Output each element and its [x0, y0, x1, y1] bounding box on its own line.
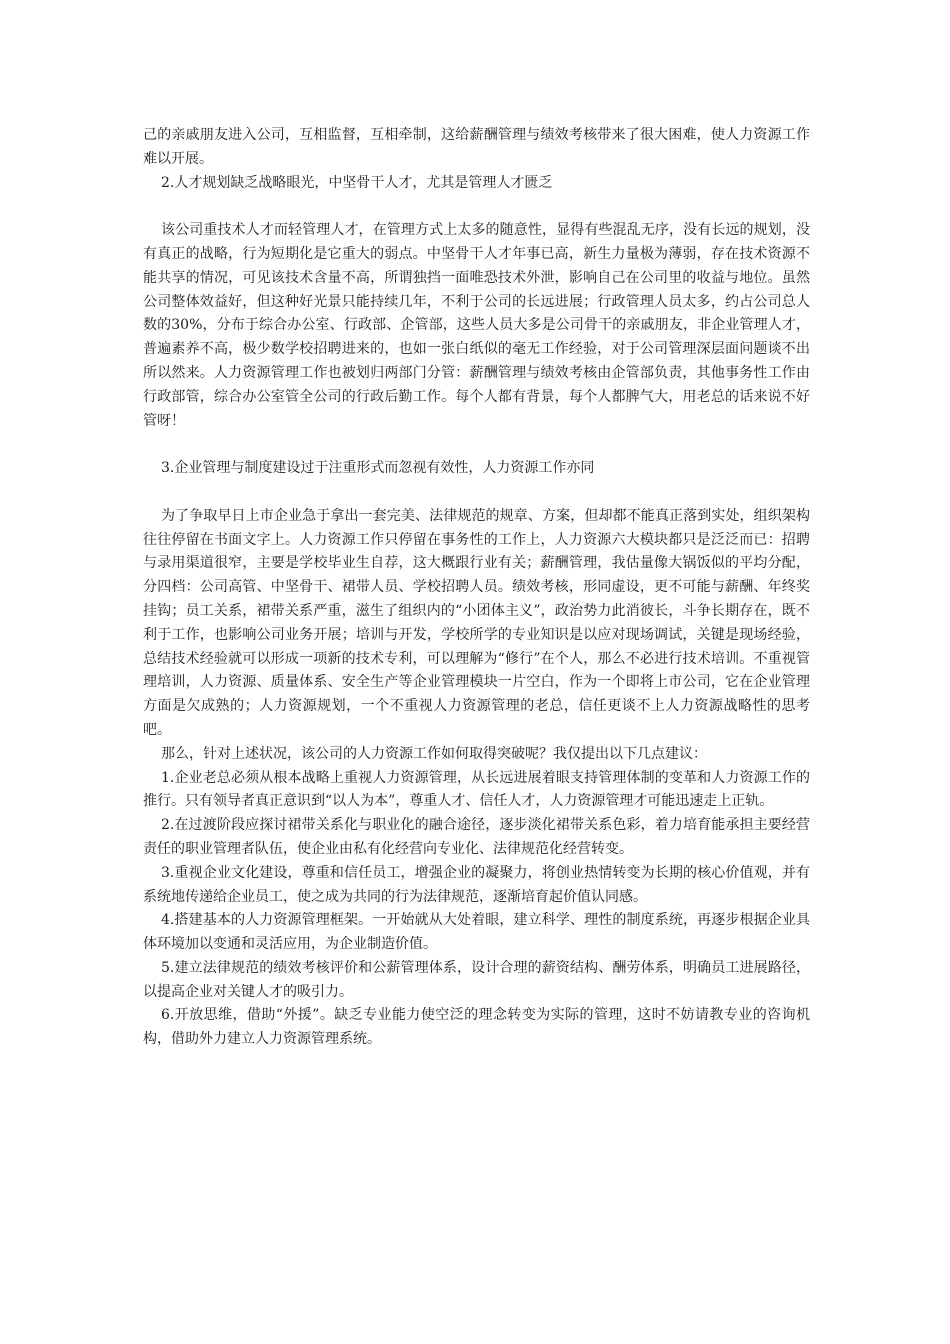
paragraph-management-systems: 为了争取早日上市企业急于拿出一套完美、法律规范的规章、方案，但却都不能真正落到实处，组织架构往往停留在书面文字上。人力资源工作只停留在事务性的工作上，人力资源六大模块都只是泛泛而已：招聘与录用渠道很窄，主要是学校毕业生自荐，这大概跟行业有关；薪酬管理，我估量像大锅饭似的平均分配，分四档：公司高管、中坚骨干、裙带人员、学校招聘人员。绩效考核，形同虚设，更不可能与薪酬、年终奖挂钩；员工关系，裙带关系严重，滋生了组织内的“小团体主义”，政治势力此消彼长，斗争长期存在，既不利于工作，也影响公司业务开展；培训与开发，学校所学的专业知识是以应对现场调试，关键是现场经验，总结技术经验就可以形成一项新的技术专利，可以理解为“修行”在个人，那么不必进行技术培训。不重视管理培训，人力资源、质量体系、安全生产等企业管理模块一片空白，作为一个即将上市公司，它在企业管理方面是欠成熟的；人力资源规划，一个不重视人力资源管理的老总，信任更谈不上人力资源战略性的思考吧。: [143, 507, 810, 738]
paragraph-suggestions-intro: 那么，针对上述状况，该公司的人力资源工作如何取得突破呢？我仅提出以下几点建议：: [161, 745, 707, 762]
suggestion-item-4: 4.搭建基本的人力资源管理框架。一开始就从大处着眼，建立科学、理性的制度系统，再逐步根据企业具体环境加以变通和灵活应用，为企业制造价值。: [143, 912, 810, 953]
document-body: [143, 124, 810, 1052]
suggestion-item-2: 2.在过渡阶段应探讨裙带关系化与职业化的融合途径，逐步淡化裙带关系色彩，着力培育能承担主要经营责任的职业管理者队伍，使企业由私有化经营向专业化、法律规范化经营转变。: [143, 817, 810, 857]
section-heading-2: 2.人才规划缺乏战略眼光，中坚骨干人才，尤其是管理人才匮乏: [161, 174, 553, 191]
suggestion-item-3: 3.重视企业文化建设，尊重和信任员工，增强企业的凝聚力，将创业热情转变为长期的核心价值观，并有系统地传递给企业员工，使之成为共同的行为法律规范，逐渐培育起价值认同感。: [143, 864, 810, 905]
paragraph-talent-planning: 该公司重技术人才而轻管理人才，在管理方式上太多的随意性，显得有些混乱无序，没有长远的规划，没有真正的战略，行为短期化是它重大的弱点。中坚骨干人才年事已高，新生力量极为薄弱，存在技术资源不能共享的情况，可见该技术含量不高，所谓独挡一面唯恐技术外泄，影响自己在公司里的收益与地位。虽然公司整体效益好，但这种好光景只能持续几年，不利于公司的长远进展；行政管理人员太多，约占公司总人数的30%，分布于综合办公室、行政部、企管部，这些人员大多是公司骨干的亲戚朋友，非企业管理人才，普遍素养不高，极少数学校招聘进来的，也如一张白纸似的毫无工作经验，对于公司管理深层面问题谈不出所以然来。人力资源管理工作也被划归两部门分管：薪酬管理与绩效考核由企管部负责，其他事务性工作由行政部管，综合办公室管全公司的行政后勤工作。每个人都有背景，每个人都脾气大，用老总的话来说不好管呀！: [143, 222, 810, 429]
suggestion-item-5: 5.建立法律规范的绩效考核评价和公薪管理体系，设计合理的薪资结构、酬劳体系，明确员工进展路径，以提高企业对关键人才的吸引力。: [143, 959, 810, 1000]
suggestion-item-1: 1.企业老总必须从根本战略上重视人力资源管理，从长远进展着眼支持管理体制的变革和人力资源工作的推行。只有领导者真正意识到“以人为本”，尊重人才、信任人才，人力资源管理才可能迅速走上正轨。: [143, 769, 810, 810]
suggestion-item-6: 6.开放思维，借助“外援”。缺乏专业能力使空泛的理念转变为实际的管理，这时不妨请教专业的咨询机构，借助外力建立人力资源管理系统。: [143, 1007, 810, 1048]
section-heading-3: 3.企业管理与制度建设过于注重形式而忽视有效性，人力资源工作亦同: [161, 460, 595, 477]
paragraph-continued: 己的亲戚朋友进入公司，互相监督，互相牵制，这给薪酬管理与绩效考核带来了很大困难，使人力资源工作难以开展。: [143, 127, 810, 167]
